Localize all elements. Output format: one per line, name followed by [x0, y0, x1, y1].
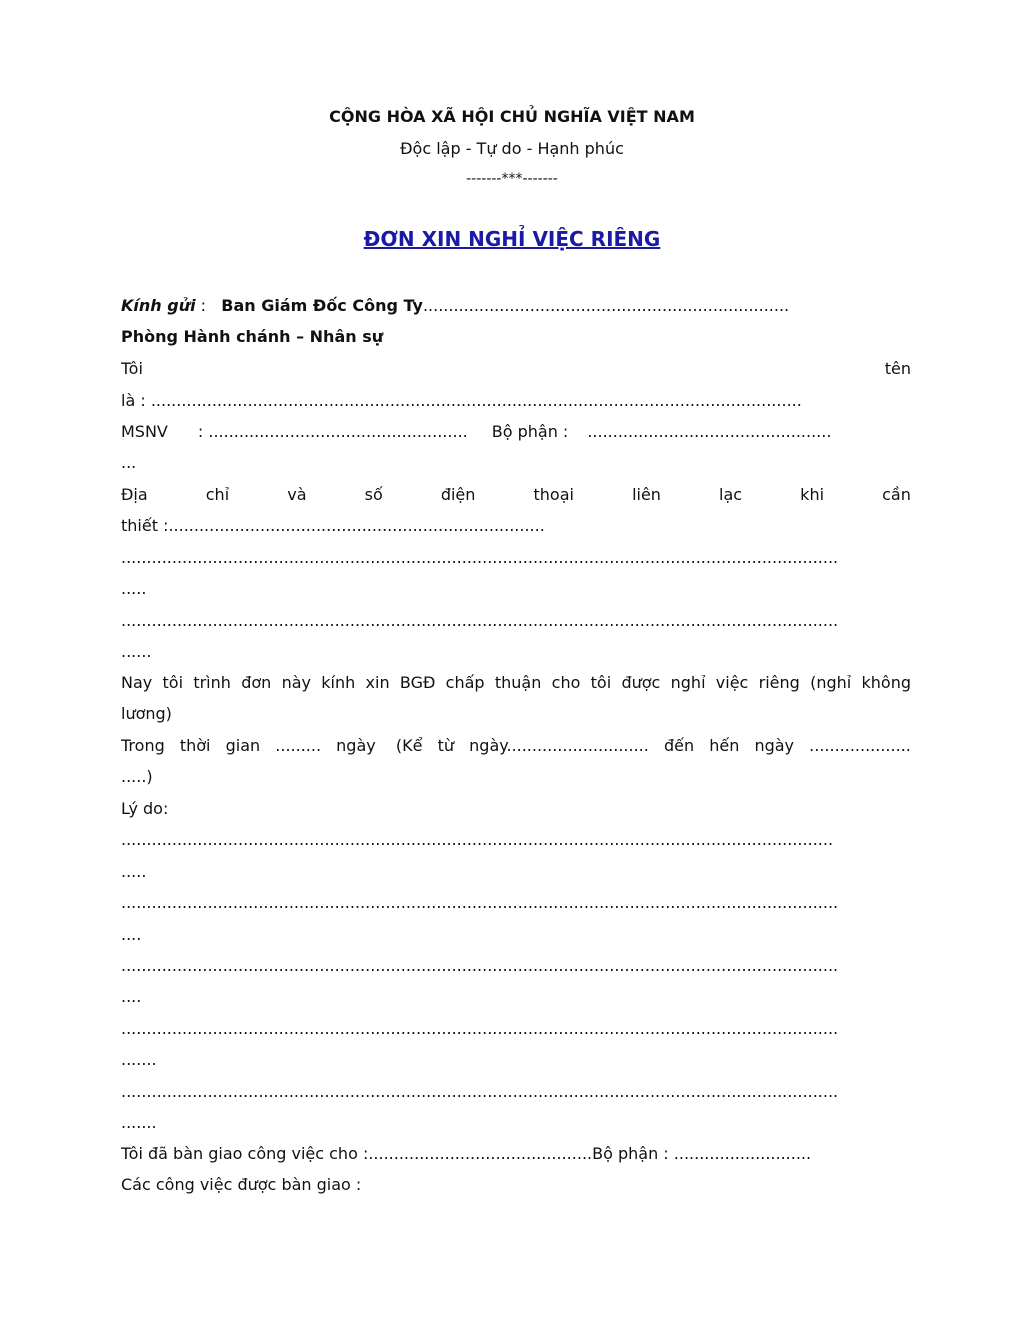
period-line [121, 735, 911, 757]
period-days-field[interactable]: ......... [275, 736, 322, 755]
name-word: Tôi [121, 359, 143, 378]
reason-cont: ....... [121, 1050, 157, 1069]
nation-heading: CỘNG HÒA XÃ HỘI CHỦ NGHĨA VIỆT NAM [329, 107, 695, 126]
dept-field[interactable]: ................................................ [587, 422, 832, 441]
recipient-label: Kính gửi [121, 296, 196, 315]
reason-line[interactable]: ............................................................................................................................................. [121, 1082, 839, 1101]
request-word: Nay [121, 673, 153, 692]
period-word: ngày [754, 736, 795, 755]
period-word: gian [225, 736, 261, 755]
separator: -------***------- [466, 171, 558, 187]
handover-line[interactable]: Tôi đã bàn giao công việc cho :............................................Bộ phận : ........................... [121, 1144, 812, 1163]
motto: Độc lập - Tự do - Hạnh phúc [400, 139, 624, 158]
request-word: việc [715, 673, 749, 692]
request-word: nghỉ [670, 673, 706, 692]
recipient-company: Ban Giám Đốc Công Ty [221, 296, 423, 315]
msnv-label: MSNV [121, 422, 168, 441]
period-word: thời [179, 736, 211, 755]
address-word: thoại [533, 485, 574, 504]
request-word: tôi [162, 673, 184, 692]
dept-field-cont: ... [121, 453, 137, 472]
recipient-company-dots[interactable]: ........................................................................ [422, 296, 790, 315]
name-word: tên [884, 359, 911, 378]
period-word: từ [437, 736, 455, 755]
reason-label: Lý do: [121, 799, 169, 818]
period-word: (Kể [390, 736, 423, 755]
reason-line[interactable]: ............................................................................................................................................. [121, 893, 839, 912]
reason-cont: .... [121, 987, 142, 1006]
request-line [121, 672, 911, 694]
period-line-2: .....) [121, 767, 153, 786]
period-to-field[interactable]: .................... [809, 736, 911, 755]
name-field[interactable]: là : ................................................................................................................................ [121, 391, 802, 410]
address-blank-cont: ...... [121, 642, 152, 661]
address-word: khi [800, 485, 825, 504]
request-word: (nghỉ [810, 673, 852, 692]
address-blank-line[interactable]: ............................................................................................................................................. [121, 548, 839, 567]
address-word: điện [440, 485, 476, 504]
reason-line[interactable]: ............................................................................................................................................. [121, 956, 839, 975]
reason-cont: ..... [121, 862, 147, 881]
request-word: thuận [494, 673, 542, 692]
recipient-department: Phòng Hành chánh – Nhân sự [121, 327, 384, 346]
address-word: cần [882, 485, 911, 504]
period-word: hến [709, 736, 740, 755]
request-word: đơn [241, 673, 272, 692]
dept-label: Bộ phận : [491, 422, 569, 441]
request-word: kính [321, 673, 356, 692]
request-word: riêng [758, 673, 800, 692]
request-word: xin [365, 673, 390, 692]
msnv-line [121, 421, 911, 443]
address-line [121, 484, 911, 506]
request-word: trình [193, 673, 231, 692]
address-blank-line[interactable]: ............................................................................................................................................. [121, 611, 839, 630]
request-word: được [621, 673, 661, 692]
request-word: BGĐ [399, 673, 436, 692]
address-word: chỉ [205, 485, 230, 504]
request-word: không [861, 673, 911, 692]
address-word: số [364, 485, 383, 504]
address-word: và [287, 485, 307, 504]
request-word: cho [551, 673, 581, 692]
request-word: chấp [445, 673, 485, 692]
period-from-field[interactable]: ngày............................ [469, 736, 649, 755]
reason-cont: ....... [121, 1113, 157, 1132]
msnv-field[interactable]: : ................................................... [197, 422, 468, 441]
document-title: ĐƠN XIN NGHỈ VIỆC RIÊNG [363, 227, 661, 251]
address-word: liên [632, 485, 661, 504]
recipient-colon: : [195, 296, 222, 315]
reason-line[interactable]: ............................................................................................................................................. [121, 1019, 839, 1038]
period-word: đến [663, 736, 695, 755]
address-word: Địa [121, 485, 148, 504]
reason-line[interactable]: ............................................................................................................................................ [121, 830, 834, 849]
address-field[interactable]: thiết :.......................................................................... [121, 516, 545, 535]
reason-cont: .... [121, 925, 142, 944]
name-line [121, 358, 911, 380]
request-line-2: lương) [121, 704, 172, 723]
recipient-line [121, 295, 911, 317]
handover-tasks-label: Các công việc được bàn giao : [121, 1175, 362, 1194]
period-word: ngày [336, 736, 376, 755]
address-word: lạc [719, 485, 743, 504]
request-word: này [281, 673, 311, 692]
request-word: tôi [590, 673, 612, 692]
period-word: Trong [121, 736, 165, 755]
address-blank-cont: ..... [121, 579, 147, 598]
